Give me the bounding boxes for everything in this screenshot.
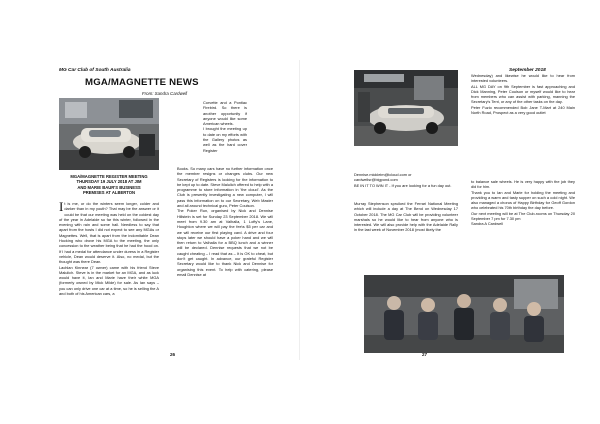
date-header: September 2018 xyxy=(509,68,546,73)
right-page xyxy=(354,60,582,360)
page-fold xyxy=(299,60,300,360)
left-col2-text: Books. So many cars have no further information once the member resigns or changes clubs. Our new Secretary of Registers is looking for the information to be kept up to date. Steve Malulich offered to help with a programme to store information in 'the cloud'. As the Club is presently investigating a new computer, I will pass this information on to our Secretary, Web Master and all around technical guru, Peter Coulson. The Poker Run, organised by Nick and Dennise Hillstein is set for Sunday 23 September 2018. We will meet from 9.30 am at Valhalla, 1 Lofty's Lane, Houghton where we will pay the fee\s $5 per car and we will receive our first playing card. A drive and four stops later we should have a poker hand and we will then return to Valhalla for a BBQ lunch and a winner will be declared. Dennise requests that we not be caught cheating – I read that as – It is OK to cheat, but don't get caught. In advance, our grateful Register Secretary would like to thank Nick and Dennise for organising this event. To help with catering, please email Dennise at xyxy=(177,166,273,277)
members-group-photo xyxy=(364,275,564,353)
article-title: MGA/MAGNETTE NEWS xyxy=(85,77,199,88)
page-number-right: 27 xyxy=(422,352,428,357)
right-col2-top: Wednesday) and likewise he would like to hear from interested volunteers. ALL MG DAY on 9th September is fast approaching and Dick Manning, Peter Coulson or myself would like to hear from members who can assist with parking, manning the Secretary's Tent, or any of the other tasks on the day. Peter Fuzio recommended Bob Jane T-Mart at 240 Main North Road, Prospect as a very good outlet xyxy=(471,73,575,116)
left-col1 xyxy=(59,201,159,296)
left-page xyxy=(55,60,277,360)
club-header: MG Car Club of South Australia xyxy=(59,68,131,73)
page-number-left: 26 xyxy=(170,352,176,357)
right-col2-text: to balance sale wheels. He is very happy with the job they did for him. Thank you to Ian and Marie for holding the meeting and providing a warm and tasty supper on such a cold night. We also managed a chorus of Happy Birthday for Geoff Gordon who celebrated his 70th birthday the day before. Our next meeting will be at The Club-rooms on Thursday 20 September 7 pm for 7.30 pm Sandra A Cardwell xyxy=(471,179,575,227)
garage-ferrari-photo xyxy=(354,70,458,146)
byline: From: Sandra Cardwell xyxy=(142,91,188,96)
left-col1-text: t is me, or do the winters seem longer, colder and darker than in my youth? That may be the answer or it could be that our meeting was held on the coldest day of the year in Adelaide so far this winter, followed in the evening with rain and some hail. Needless to say that apart from the hosts I did not expect to see any MGAs or Magnettes. Well, that is apart from the indomitable Dean Hocking who drove his MGA to the meeting, the only concession to the weather being that he had the hood on. If I had a medal for attendance under duress in a Register vehicle, Dean would deserve it. Also, no medal, but the thought was there Dean. Lachlan Kinnear (7 owner) came with his friend Steve Malulich. Steve is in the market for an MGA, and as luck would have it, Ian and Marie have their white MGA (formerly owned by Mick Milde) for sale. As Ian says – you can only drive one car at a time, so he is selling the A and both of his American cars, a xyxy=(59,201,159,297)
photo-caption: MGA/MAGNETTE REGISTER MEETING THURSDAY 19 JULY 2018 AT JIM AND MARIE BAUR'S BUSINESS PREMISES AT ALBERTON xyxy=(70,174,148,196)
right-col1-text: Murray Stephenson spruiked the Ferrari National Meeting which will include a day at The Bend on Wednesday 17 October 2018. The MG Car Club will be providing volunteer marshals so he would like to hear from anyone who is interested. We will also provide help with the Adelaide Rally in the last week of November 2018 (most likely the xyxy=(354,201,458,233)
left-col2-top: Corvette and a Pontiac Firebird. So there is another opportunity if anyone would like some American wheels. I brought the meeting up to date on my efforts with the Gallery photos as well as the hard cover Register xyxy=(203,100,247,153)
garage-porsche-photo xyxy=(59,98,159,170)
right-email-line: Dennise.mickleim@icloud.com or cardwellsr@bigpond.com BE IN IT TO WIN IT - If you are looking for a fun day out. xyxy=(354,172,452,188)
left-photo-margin xyxy=(177,100,201,160)
drop-cap: I xyxy=(59,199,64,214)
